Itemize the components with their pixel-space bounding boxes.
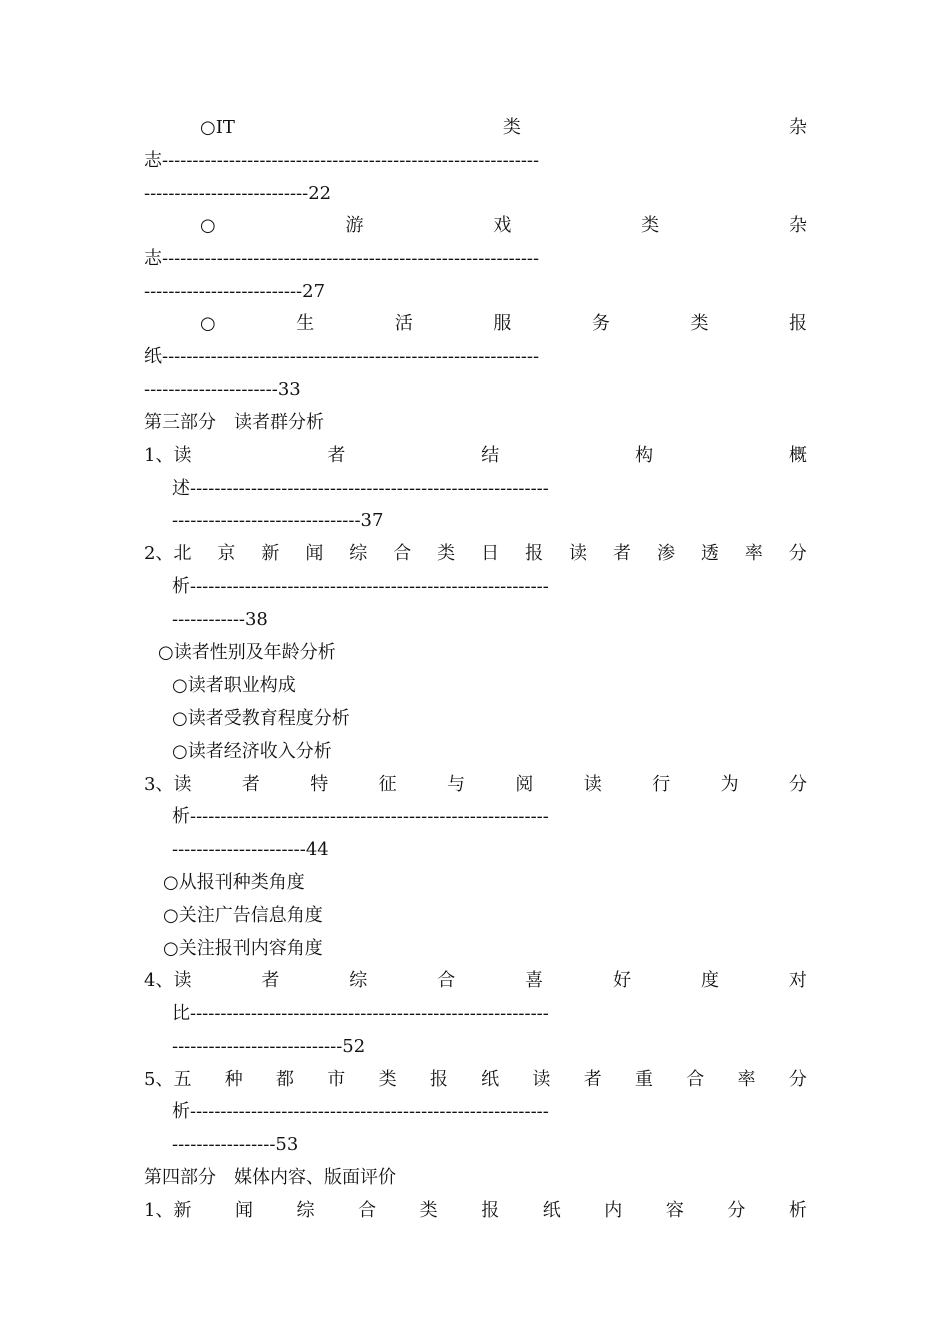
toc-leader-line: ----------------------44 — [172, 839, 329, 860]
entry-char: 类 — [419, 1200, 438, 1221]
entry-char: 内 — [604, 1200, 623, 1221]
entry-char: 类 — [437, 543, 456, 564]
toc-leader-line: -------------------------------37 — [172, 510, 384, 531]
entry-lead: 1、读 — [144, 445, 192, 466]
entry-char: 读 — [569, 543, 588, 564]
entry-lead: ○ — [200, 215, 216, 236]
toc-leader-line: 析----------------------------------------------------------- — [172, 806, 549, 827]
toc-sub-education[interactable]: ○读者受教育程度分析 — [172, 708, 350, 729]
entry-char: 杂 — [788, 215, 807, 236]
entry-char: 度 — [700, 970, 719, 991]
toc-entry-it-magazine[interactable] — [200, 111, 807, 144]
entry-char: 读 — [583, 774, 602, 795]
entry-char: 析 — [788, 1200, 807, 1221]
toc-leader-line: ----------------------33 — [144, 379, 301, 400]
entry-char: 者 — [612, 543, 631, 564]
toc-leader-line: 纸-------------------------------------------------------------- — [144, 346, 540, 367]
toc-leader-line: --------------------------27 — [144, 281, 326, 302]
entry-char: 结 — [481, 445, 500, 466]
entry-char: 日 — [481, 543, 500, 564]
toc-entry-overlap-rate[interactable] — [144, 1063, 807, 1096]
toc-sub-content[interactable]: ○关注报刊内容角度 — [163, 938, 323, 959]
entry-char: 者 — [241, 774, 260, 795]
entry-char: 合 — [393, 543, 412, 564]
entry-char: 行 — [652, 774, 671, 795]
entry-char: 者 — [327, 445, 346, 466]
entry-char: 分 — [788, 1069, 807, 1090]
entry-lead: 4、读 — [144, 970, 192, 991]
entry-char: 新 — [261, 543, 280, 564]
toc-entry-reader-behavior[interactable] — [144, 768, 807, 801]
entry-char: 率 — [737, 1069, 756, 1090]
entry-char: 特 — [310, 774, 329, 795]
entry-char: 读 — [532, 1069, 551, 1090]
entry-char: 透 — [700, 543, 719, 564]
page-number: 37 — [360, 510, 384, 531]
page-number: 38 — [244, 609, 268, 630]
entry-continuation: 析 — [172, 576, 190, 597]
entry-lead: 2、北 — [144, 543, 192, 564]
entry-continuation: 志 — [144, 150, 162, 171]
entry-char: 活 — [394, 313, 413, 334]
entry-char: 对 — [788, 970, 807, 991]
entry-char: 戏 — [493, 215, 512, 236]
toc-leader-line: ---------------------------22 — [144, 183, 332, 204]
toc-entry-beijing-penetration[interactable] — [144, 537, 807, 570]
entry-char: 阅 — [515, 774, 534, 795]
entry-char: 征 — [378, 774, 397, 795]
toc-leader-line: 志-------------------------------------------------------------- — [144, 248, 540, 269]
entry-char: 分 — [788, 774, 807, 795]
entry-char: 类 — [378, 1069, 397, 1090]
toc-sub-gender-age[interactable]: ○读者性别及年龄分析 — [158, 642, 336, 663]
entry-char: 综 — [296, 1200, 315, 1221]
toc-entry-game-magazine[interactable] — [200, 209, 807, 242]
entry-continuation: 比 — [172, 1003, 190, 1024]
entry-char: 为 — [720, 774, 739, 795]
entry-lead: ○ — [200, 313, 216, 334]
section-heading-part-three[interactable]: 第三部分 读者群分析 — [144, 412, 324, 433]
entry-char: 概 — [788, 445, 807, 466]
entry-lead: 1、新 — [144, 1200, 192, 1221]
entry-char: 报 — [789, 313, 807, 334]
toc-leader-line: 述----------------------------------------------------------- — [172, 478, 549, 499]
entry-char: 重 — [634, 1069, 653, 1090]
toc-leader-line: 志-------------------------------------------------------------- — [144, 150, 540, 171]
toc-leader-line: 析----------------------------------------------------------- — [172, 576, 549, 597]
entry-char: 者 — [261, 970, 280, 991]
entry-char: 渗 — [656, 543, 675, 564]
toc-entry-news-content[interactable] — [144, 1194, 807, 1227]
entry-continuation: 志 — [144, 248, 162, 269]
entry-char: 综 — [349, 543, 368, 564]
page-number: 33 — [277, 379, 301, 400]
toc-leader-line: 比----------------------------------------------------------- — [172, 1003, 549, 1024]
entry-continuation: 析 — [172, 1101, 190, 1122]
toc-entry-life-service-newspaper[interactable] — [200, 307, 807, 340]
toc-entry-reader-structure[interactable] — [144, 439, 807, 472]
entry-char: 纸 — [542, 1200, 561, 1221]
entry-lead: 5、五 — [144, 1069, 192, 1090]
entry-char: 报 — [429, 1069, 448, 1090]
entry-char: 好 — [613, 970, 632, 991]
toc-sub-ad-info[interactable]: ○关注广告信息角度 — [163, 905, 323, 926]
entry-char: 闻 — [305, 543, 324, 564]
entry-char: 类 — [690, 313, 709, 334]
entry-char: 合 — [686, 1069, 705, 1090]
page-number: 44 — [305, 839, 329, 860]
entry-char: 京 — [217, 543, 236, 564]
entry-char: 分 — [727, 1200, 746, 1221]
toc-leader-line: 析----------------------------------------------------------- — [172, 1101, 549, 1122]
toc-sub-occupation[interactable]: ○读者职业构成 — [172, 675, 296, 696]
page-number: 52 — [342, 1036, 366, 1057]
entry-char: 游 — [345, 215, 364, 236]
entry-char: 构 — [635, 445, 654, 466]
page-number: 53 — [275, 1134, 299, 1155]
entry-char: 种 — [224, 1069, 243, 1090]
toc-sub-periodical-type[interactable]: ○从报刊种类角度 — [163, 872, 305, 893]
entry-char: 合 — [358, 1200, 377, 1221]
page-number: 27 — [302, 281, 326, 302]
entry-char: 分 — [788, 543, 807, 564]
entry-char: 综 — [349, 970, 368, 991]
entry-char: 喜 — [525, 970, 544, 991]
toc-leader-line: -----------------53 — [172, 1134, 299, 1155]
entry-char: 与 — [447, 774, 466, 795]
page-number: 22 — [308, 183, 332, 204]
entry-char: 合 — [437, 970, 456, 991]
toc-sub-income[interactable]: ○读者经济收入分析 — [172, 741, 332, 762]
entry-char: 类 — [641, 215, 660, 236]
entry-char: 服 — [493, 313, 512, 334]
entry-continuation: 析 — [172, 806, 190, 827]
entry-char: 报 — [525, 543, 544, 564]
entry-char: 都 — [276, 1069, 295, 1090]
entry-char: 率 — [744, 543, 763, 564]
section-heading-part-four[interactable]: 第四部分 媒体内容、版面评价 — [144, 1167, 396, 1188]
entry-char: 类 — [502, 117, 521, 138]
entry-char: 容 — [665, 1200, 684, 1221]
entry-continuation: 纸 — [144, 346, 162, 367]
entry-char: 生 — [296, 313, 315, 334]
entry-char: 报 — [481, 1200, 500, 1221]
entry-lead: ○IT — [200, 117, 235, 138]
entry-char: 纸 — [481, 1069, 500, 1090]
entry-char: 闻 — [235, 1200, 253, 1221]
entry-continuation: 述 — [172, 478, 190, 499]
toc-entry-preference-comparison[interactable] — [144, 964, 807, 997]
entry-lead: 3、读 — [144, 774, 192, 795]
entry-char: 市 — [327, 1069, 346, 1090]
toc-leader-line: ----------------------------52 — [172, 1036, 366, 1057]
entry-char: 者 — [583, 1069, 602, 1090]
entry-char: 务 — [591, 313, 610, 334]
toc-leader-line: ------------38 — [172, 609, 268, 630]
entry-char: 杂 — [788, 117, 807, 138]
